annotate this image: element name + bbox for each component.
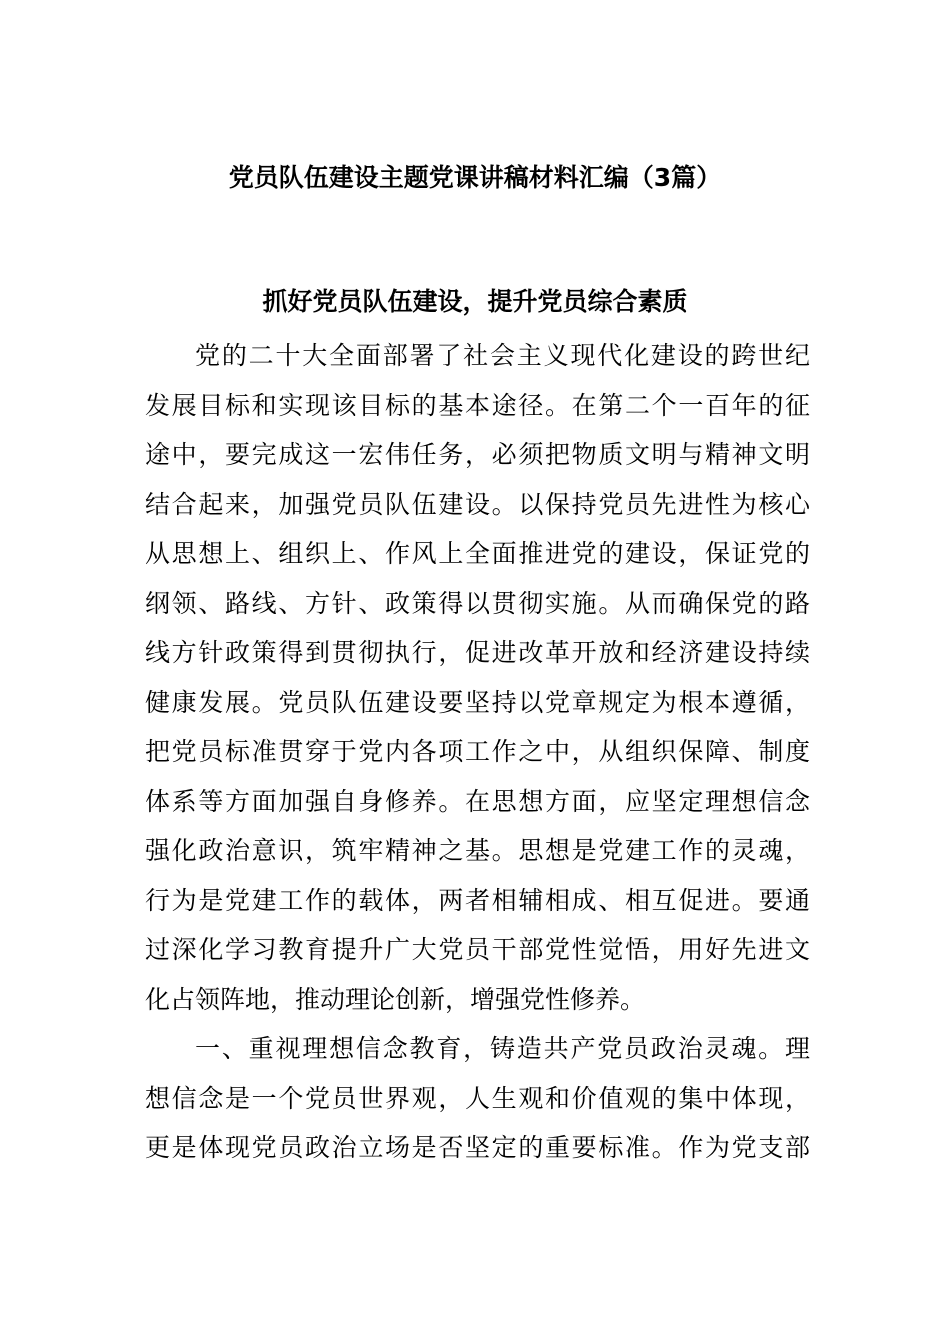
text-line: 化占领阵地，推动理论创新，增强党性修养。 (145, 984, 646, 1014)
text-line: 纲领、路线、方针、政策得以贯彻实施。从而确保党的路 (145, 588, 810, 618)
section-heading: 抓好党员队伍建设，提升党员综合素质 (262, 287, 688, 316)
paragraph-intro (145, 331, 810, 1024)
document-title: 党员队伍建设主题党课讲稿材料汇编（3篇） (228, 163, 722, 192)
text-line: 结合起来，加强党员队伍建设。以保持党员先进性为核心 (145, 489, 810, 519)
text-line: 党的二十大全面部署了社会主义现代化建设的跨世纪 (195, 341, 810, 370)
text-line: 把党员标准贯穿于党内各项工作之中，从组织保障、制度 (145, 737, 810, 766)
text-line: 体系等方面加强自身修养。在思想方面，应坚定理想信念 (145, 786, 810, 816)
text-line: 线方针政策得到贯彻执行，促进改革开放和经济建设持续 (145, 638, 810, 667)
text-line: 一、重视理想信念教育，铸造共产党员政治灵魂。理 (195, 1034, 810, 1063)
text-line: 更是体现党员政治立场是否坚定的重要标准。作为党支部 (145, 1133, 810, 1162)
text-line: 想信念是一个党员世界观，人生观和价值观的集中体现， (145, 1083, 810, 1113)
text-line: 行为是党建工作的载体，两者相辅相成、相互促进。要通 (145, 885, 810, 915)
text-line: 发展目标和实现该目标的基本途径。在第二个一百年的征 (145, 390, 810, 420)
text-line: 途中，要完成这一宏伟任务，必须把物质文明与精神文明 (145, 440, 810, 469)
text-line: 过深化学习教育提升广大党员干部党性觉悟，用好先进文 (145, 935, 810, 964)
text-line: 从思想上、组织上、作风上全面推进党的建设，保证党的 (145, 539, 810, 568)
paragraph-section-one (145, 1024, 810, 1173)
document-body (145, 331, 810, 1173)
text-line: 健康发展。党员队伍建设要坚持以党章规定为根本遵循， (145, 687, 810, 717)
text-line: 强化政治意识，筑牢精神之基。思想是党建工作的灵魂， (145, 836, 810, 865)
